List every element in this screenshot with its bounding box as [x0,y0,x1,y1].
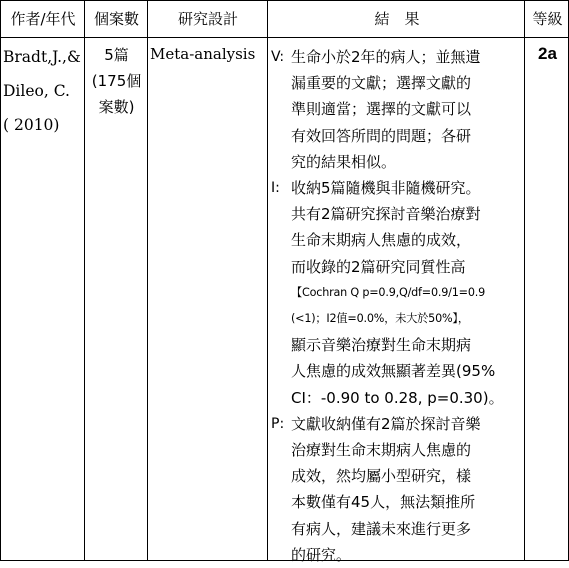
result-line: 共有2篇研究探討音樂治療對 [291,205,481,224]
header-design: 研究設計 [177,10,238,28]
table-border-left [0,0,1,561]
header-divider [0,37,569,38]
result-line: 顯示音樂治療對生命末期病 [291,336,472,355]
author-year-cell [3,40,83,142]
header-cases: 個案數 [93,10,139,28]
result-label: I: [271,180,280,197]
result-line: 生命小於2年的病人；並無遺 [291,48,481,66]
result-line: 究的結果相似。 [291,152,397,171]
result-label: V: [271,49,285,65]
author-line: Dileo, C. [3,82,70,100]
result-line: 漏重要的文獻；選擇文獻的 [291,74,472,93]
author-line: Bradt,J.,& [3,48,81,66]
grade-cell: 2a [538,44,557,63]
result-line: 的研究。 [291,545,352,564]
column-divider [147,0,148,561]
result-line: 本數僅有45人，無法類推所 [291,493,476,512]
result-line: 成效，然均屬小型研究，樣 [291,467,472,486]
result-line: 文獻收納僅有2篇於探討音樂 [291,414,481,433]
column-divider [267,0,268,561]
header-author-year: 作者/年代 [10,10,76,28]
design-cell: Meta-analysis [150,45,256,63]
result-line: 準則適當；選擇的文獻可以 [291,100,472,119]
cases-cell [87,42,146,120]
cases-line: 5篇 [104,46,129,64]
results-cell [271,44,523,568]
year-line: ( 2010) [3,116,60,134]
result-line: 有效回答所問的問題；各研 [291,126,472,145]
result-stats-line: 【Cochran Q p=0.9,Q/df=0.9/1=0.9 [291,285,486,299]
result-validity [271,44,523,175]
result-importance [271,175,523,411]
result-line: 治療對生命末期病人焦慮的 [291,441,472,460]
result-line: 有病人，建議未來進行更多 [291,519,472,538]
result-line: 生命末期病人焦慮的成效， [291,231,472,250]
result-label: P: [271,415,285,432]
column-divider [524,0,525,561]
column-divider [84,0,85,561]
result-practice [271,411,523,568]
header-grade: 等級 [532,10,563,28]
result-line: 人焦慮的成效無顯著差異(95% [291,362,496,381]
cases-line: 案數) [98,98,135,116]
cases-line: (175個 [91,72,142,90]
header-results: 結 果 [374,10,420,28]
result-line: 而收錄的2篇研究同質性高 [291,257,466,276]
result-stats-line: (<1)；I2值=0.0%，未大於50%】， [291,312,469,326]
result-line: CI：-0.90 to 0.28, p=0.30)。 [291,388,504,407]
result-line: 收納5篇隨機與非隨機研究。 [291,179,481,198]
